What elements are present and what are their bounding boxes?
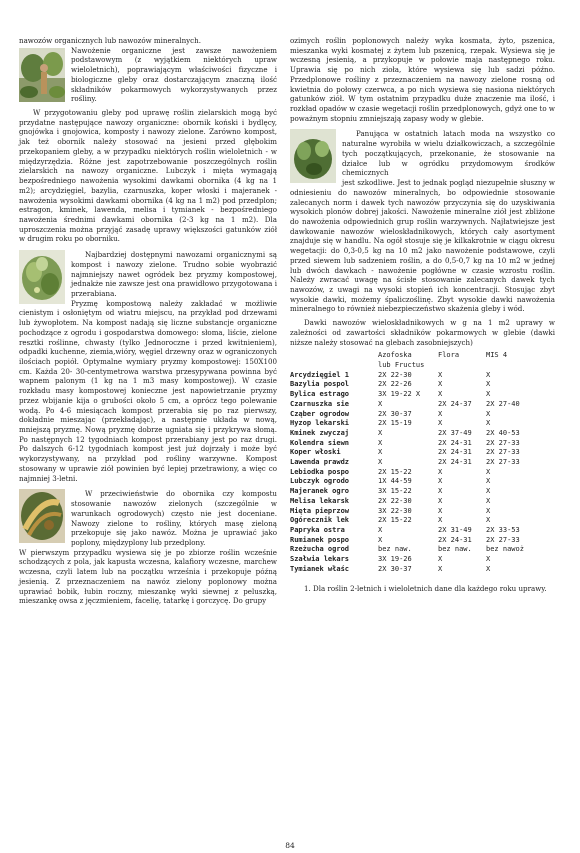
table-cell-dose: X: [438, 380, 443, 389]
table-cell-dose: X: [486, 419, 491, 428]
paragraph-2: W przygotowaniu gleby pod uprawę roślin zielarskich mogą być przydatne następujące nawozy organiczne: obornik koński i bydlęcy, gnojówka i gnojowica, komposty i nawozy zielone. Zarówno kompost, jak też obornik należy stosować na jesieni przed głębokim przekopaniem gleby, a w przypadku niektórych roślin wieloletnich - w międzyrzędzia. Różne jest zapotrzebowanie poszczególnych roślin zielarskich na nawozy organiczne. Lubczyk i mięta wymagają bezpośredniego nawożenia wysokimi dawkami obornika (4 kg na 1 m2); arcydzięgiel, bazylia, czarnuszka, koper włoski i majeranek - nawożenia wysokimi dawkami obornika (4 kg na 1 m2) pod przedplon; estragon, kminek, lawenda, melisa i tymianek - bezpośredniego nawożenia średnimi dawkami obornika (2-3 kg na 1 m2). Dla uproszczenia można przyjąć zasadę uprawy większości gatunków ziół w drugim roku po oborniku.: [19, 108, 277, 244]
table-row: [290, 545, 546, 555]
herb-photo-4: [290, 129, 336, 183]
table-cell-dose: X: [378, 448, 383, 457]
table-cell-plant: Cząber ogrodow: [290, 409, 350, 418]
table-cell-dose: 2X 27-33: [486, 458, 520, 467]
table-row: [290, 507, 546, 517]
herb-photo-3: [19, 489, 65, 543]
table-cell-dose: 3X 15-22: [378, 487, 412, 496]
table-header-row: [290, 351, 546, 370]
table-cell-plant: Kminek zwyczaj: [290, 428, 350, 437]
paragraph-1-start: nawozów organicznych lub nawozów mineralnych.: [19, 36, 201, 45]
table-row: [290, 380, 546, 390]
table-cell-dose: 2X 40-53: [486, 428, 520, 437]
table-cell-dose: 2X 37-49: [438, 428, 472, 437]
herb-photo-1: [19, 48, 65, 102]
table-cell-dose: 2X 27-40: [486, 399, 520, 408]
table-cell-plant: Lubczyk ogrodo: [290, 477, 350, 486]
herb-photo-2: [19, 250, 65, 304]
table-cell-plant: Hyzop lekarski: [290, 419, 350, 428]
table-row: [290, 371, 546, 381]
paragraph-4-wrap: W przeciwieństwie do obornika czy kompostu stosowanie nawozów zielonych (szczególnie w warunkach ogrodowych) często nie jest doceniane. Nawozy zielone to rośliny, których masę zieloną przekopuje się jako nawóz. Można je uprawiać jako poplony, międzyplony lub przedplony.: [71, 489, 277, 547]
table-cell-dose: X: [438, 564, 443, 573]
table-cell-dose: X: [486, 409, 491, 418]
table-cell-plant: Rzeżucha ogrod: [290, 545, 350, 554]
table-cell-dose: X: [486, 555, 491, 564]
table-cell-dose: X: [486, 506, 491, 515]
table-cell-dose: X: [486, 564, 491, 573]
table-cell-dose: X: [486, 380, 491, 389]
table-cell-dose: 2X 30-37: [378, 564, 412, 573]
table-cell-dose: 2X 24-31: [438, 438, 472, 447]
table-cell-dose: X: [378, 525, 383, 534]
page-number: 84: [285, 841, 295, 850]
table-footnote: 1. Dla roślin 2-letnich i wieloletnich dane dla każdego roku uprawy.: [304, 584, 547, 594]
table-cell-dose: 2X 33-53: [486, 525, 520, 534]
paragraph-4-rest: W pierwszym przypadku wysiewa się je po zbiorze roślin wcześnie schodzących z pola, jak kapusta wczesna, kalafiory wczesne, marchew wczesna, czyli latem lub na początku września i przekopuje późną jesienią. Z przeznaczeniem na nawóz zielony poplonowy można uprawiać bobik, łubin roczny, mieszankę wyki siewnej z peluszką, mieszankę owsa z jęczmieniem, facelię, tatarkę i gorczycę. Do grupy: [19, 547, 277, 606]
table-cell-dose: X: [378, 428, 383, 437]
table-cell-dose: X: [438, 467, 443, 476]
table-cell-plant: Majeranek ogro: [290, 487, 350, 496]
table-header-cell: MIS 4: [486, 351, 508, 360]
table-cell-dose: 2X 24-31: [438, 448, 472, 457]
right-column: [290, 36, 555, 594]
left-column: [19, 36, 277, 606]
table-cell-dose: 3X 19-26: [378, 555, 412, 564]
table-cell-dose: X: [486, 467, 491, 476]
table-cell-dose: X: [486, 516, 491, 525]
paragraph-3-rest: Pryzmę kompostową należy zakładać w możliwie cienistym i osłoniętym od wiatru miejscu, na przykład pod drzewami lub żywopłotem. Na kompost nadają się liczne substancje organiczne pochodzące z ogrodu i gospodarstwa domowego: słoma, liście, zielone resztki roślinne, chwasty (tylko Jednoroczne i przed kwitnieniem), odpadki kuchenne, ziemia,wióry, węgiel drzewny oraz w ograniczonych ilościach popiół. Optymalne wymiary pryzmy kompostowej: 150X100 cm. Każda 20- 30-centymetrowa warstwa przesypywana powinna być wapnem palonym (1 kg na 1 m3 masy kompostowej). W czasie rozkładu masy kompostowej konieczne jest napowietrzanie pryzmy przez wbijanie kija o grubości około 5 cm, a oprócz tego polewanie wodą. Po 4-6 miesiącach kompost przerabia się po raz pierwszy, dokładnie mieszając (przekładając), a następnie układa w nową, mniejszą pryzmę. Nową pryzmę dobrze ugniata się i przykrywa słomą. Po następnych 12 tygodniach kompost przerabiany jest po raz drugi. Po dalszych 6-12 tygodniach kompost jest już dojrzały i może być wykorzystywany, na przykład pod rośliny warzywne. Kompost stosowany w uprawie ziół powinien być lepiej przetrawiony, a więc co najmniej 3-letni.: [19, 298, 277, 483]
table-row: [290, 487, 546, 497]
table-cell-plant: Ogórecznik lek: [290, 516, 350, 525]
paragraph-5: ozimych roślin poplonowych należy wyka kosmata, żyto, pszenica, mieszanka wyki kosmatej z żytem lub pszenicą, rzepak. Wysiewa się je wczesną jesienią, a przykopuje w połowie maja następnego roku. Uprawia się po nich zioła, które wysiewa się lub sadzi późno. Przedplonowe rośliny z przeznaczeniem na nawozy zielone rosną od kwietnia do połowy czerwca, a po nich wysiewa się nasiona niektórych gatunków ziół. W tym ostatnim przypadku duże znaczenie ma ilość, i rozkład opadów w czasie wegetacji roślin przedplonowych, gdyż one to w poważnym stopniu zmniejszają zapasy wody w glebie.: [290, 36, 555, 123]
table-cell-dose: 3X 22-30: [378, 506, 412, 515]
table-cell-dose: X: [378, 535, 383, 544]
table-cell-dose: 2X 31-49: [438, 525, 472, 534]
table-cell-plant: Melisa lekarsk: [290, 496, 350, 505]
table-cell-dose: 2X 22-26: [378, 380, 412, 389]
table-row: [290, 410, 546, 420]
table-cell-dose: X: [378, 458, 383, 467]
table-cell-dose: X: [486, 370, 491, 379]
table-cell-dose: bez naw.: [438, 545, 472, 554]
table-cell-dose: 2X 27-33: [486, 535, 520, 544]
table-cell-dose: X: [486, 477, 491, 486]
table-row: [290, 536, 546, 546]
table-cell-dose: bez naw.: [378, 545, 412, 554]
table-cell-dose: X: [438, 390, 443, 399]
table-cell-plant: Bazylia pospol: [290, 380, 350, 389]
table-row: [290, 448, 546, 458]
table-cell-plant: Szałwia lekars: [290, 555, 350, 564]
table-cell-dose: 2X 15-22: [378, 516, 412, 525]
table-row: [290, 458, 546, 468]
table-row: [290, 439, 546, 449]
table-row: [290, 516, 546, 526]
table-cell-plant: Rumianek pospo: [290, 535, 350, 544]
table-cell-dose: X: [486, 390, 491, 399]
table-cell-dose: 1X 44-59: [378, 477, 412, 486]
table-cell-plant: Bylica estrago: [290, 390, 350, 399]
table-cell-dose: 2X 24-37: [438, 399, 472, 408]
paragraph-1-wrap: Nawożenie organiczne jest zawsze nawożeniem podstawowym (z wyjątkiem niektórych upraw wieloletnich), poprawiającym właściwości fizyczne i biologiczne gleby oraz dostarczającym znaczną ilość składników pokarmowych wykorzystywanych przez rośliny.: [71, 45, 277, 104]
table-row: [290, 429, 546, 439]
table-cell-plant: Tymianek właśc: [290, 564, 350, 573]
fertilizer-dose-table: [290, 351, 546, 574]
table-cell-dose: bez nawoż: [486, 545, 524, 554]
table-cell-plant: Mięta pieprzow: [290, 506, 350, 515]
table-cell-plant: Kolendra siewn: [290, 438, 350, 447]
table-row: [290, 565, 546, 575]
table-cell-dose: X: [438, 516, 443, 525]
table-cell-dose: X: [438, 487, 443, 496]
table-cell-dose: 2X 24-31: [438, 535, 472, 544]
table-cell-dose: X: [438, 555, 443, 564]
table-cell-plant: Czarnuszka sie: [290, 399, 350, 408]
table-cell-dose: 3X 19-22 X: [378, 390, 421, 399]
paragraph-6-wrap: Panująca w ostatnich latach moda na wszystko co naturalne wyrobiła w wielu działkowiczach, a szczególnie tych początkujących, przekonanie, że stosowanie na działce lub w ogródku przydomowym środków chemicznych: [342, 129, 555, 178]
table-cell-dose: X: [438, 477, 443, 486]
table-cell-dose: X: [438, 409, 443, 418]
table-cell-dose: 2X 24-31: [438, 458, 472, 467]
table-row: [290, 477, 546, 487]
table-cell-dose: X: [438, 506, 443, 515]
table-cell-dose: 2X 22-30: [378, 370, 412, 379]
table-cell-dose: 2X 27-33: [486, 448, 520, 457]
table-row: [290, 390, 546, 400]
table-cell-dose: X: [486, 496, 491, 505]
table-cell-dose: X: [486, 487, 491, 496]
table-row: [290, 555, 546, 565]
table-row: [290, 526, 546, 536]
table-cell-dose: 2X 22-30: [378, 496, 412, 505]
table-cell-dose: X: [438, 370, 443, 379]
table-cell-plant: Arcydzięgiel 1: [290, 370, 350, 379]
paragraph-6-rest: jest szkodliwe. Jest to jednak pogląd niezupełnie słuszny w odniesieniu do nawozów mineralnych, bo odpowiednie stosowanie zalecanych norm i dawek tych nawozów przyczynia się do uzyskiwania wysokich plonów dobrej jakości. Nawożenie mineralne ziół jest zbliżone do nawożenia odpowiednich grup roślin warzywnych. Najłatwiejsze jest dawkowanie nawozów wieloskładnikowych, których cały asortyment znajduje się w handlu. Na ogół stosuje się je kilkakrotnie w ciągu okresu wegetacji: do 0,3-0,5 kg na 10 m2 jako nawożenie podstawowe, czyli przed siewem lub sadzeniem roślin, a do 0,5-0,7 kg na 10 m2 w jednej lub dwóch dawkach - nawożenie pogłówne w czasie wzrostu roślin. Należy zwracać uwagę na ścisłe stosowanie zalecanych dawek tych nawozów, z uwagi na wysoki stopień ich koncentracji. Stosując zbyt wysokie dawki, możemy śpaliczoślinę. Zbyt wysokie dawki nawożenia mineralnego to również niebezpieczeństwo skażenia gleby i wód.: [290, 178, 555, 314]
table-header-cell: Azofoska lub Fructus: [378, 351, 425, 369]
table-row: [290, 497, 546, 507]
table-row: [290, 468, 546, 478]
table-cell-plant: Lawenda prawdz: [290, 458, 350, 467]
table-cell-plant: Papryka ostra: [290, 525, 345, 534]
table-cell-dose: X: [378, 399, 383, 408]
table-header-cell: Flora: [438, 351, 460, 360]
table-cell-plant: Lebiodka pospo: [290, 467, 350, 476]
table-cell-dose: 2X 15-19: [378, 419, 412, 428]
paragraph-3-wrap: Najbardziej dostępnymi nawozami organicznymi są kompost i nawozy zielone. Trudno sobie wyobrazić najmniejszy nawet ogródek bez pryzmy kompostowej, jednakże nie zawsze jest ona prawidłowo przygotowana i przerabiana.: [71, 250, 277, 298]
table-cell-plant: Koper włoski: [290, 448, 341, 457]
table-cell-dose: 2X 27-33: [486, 438, 520, 447]
table-cell-dose: X: [378, 438, 383, 447]
table-cell-dose: 2X 15-22: [378, 467, 412, 476]
table-cell-dose: 2X 30-37: [378, 409, 412, 418]
table-row: [290, 419, 546, 429]
table-cell-dose: X: [438, 496, 443, 505]
paragraph-7: Dawki nawozów wieloskładnikowych w g na 1 m2 uprawy w zależności od zawartości składników pokarmowych w glebie (dawki niższe należy stosować na glebach zasobniejszych): [290, 318, 555, 347]
table-row: [290, 400, 546, 410]
table-header-cell: [290, 351, 378, 370]
table-cell-dose: X: [438, 419, 443, 428]
